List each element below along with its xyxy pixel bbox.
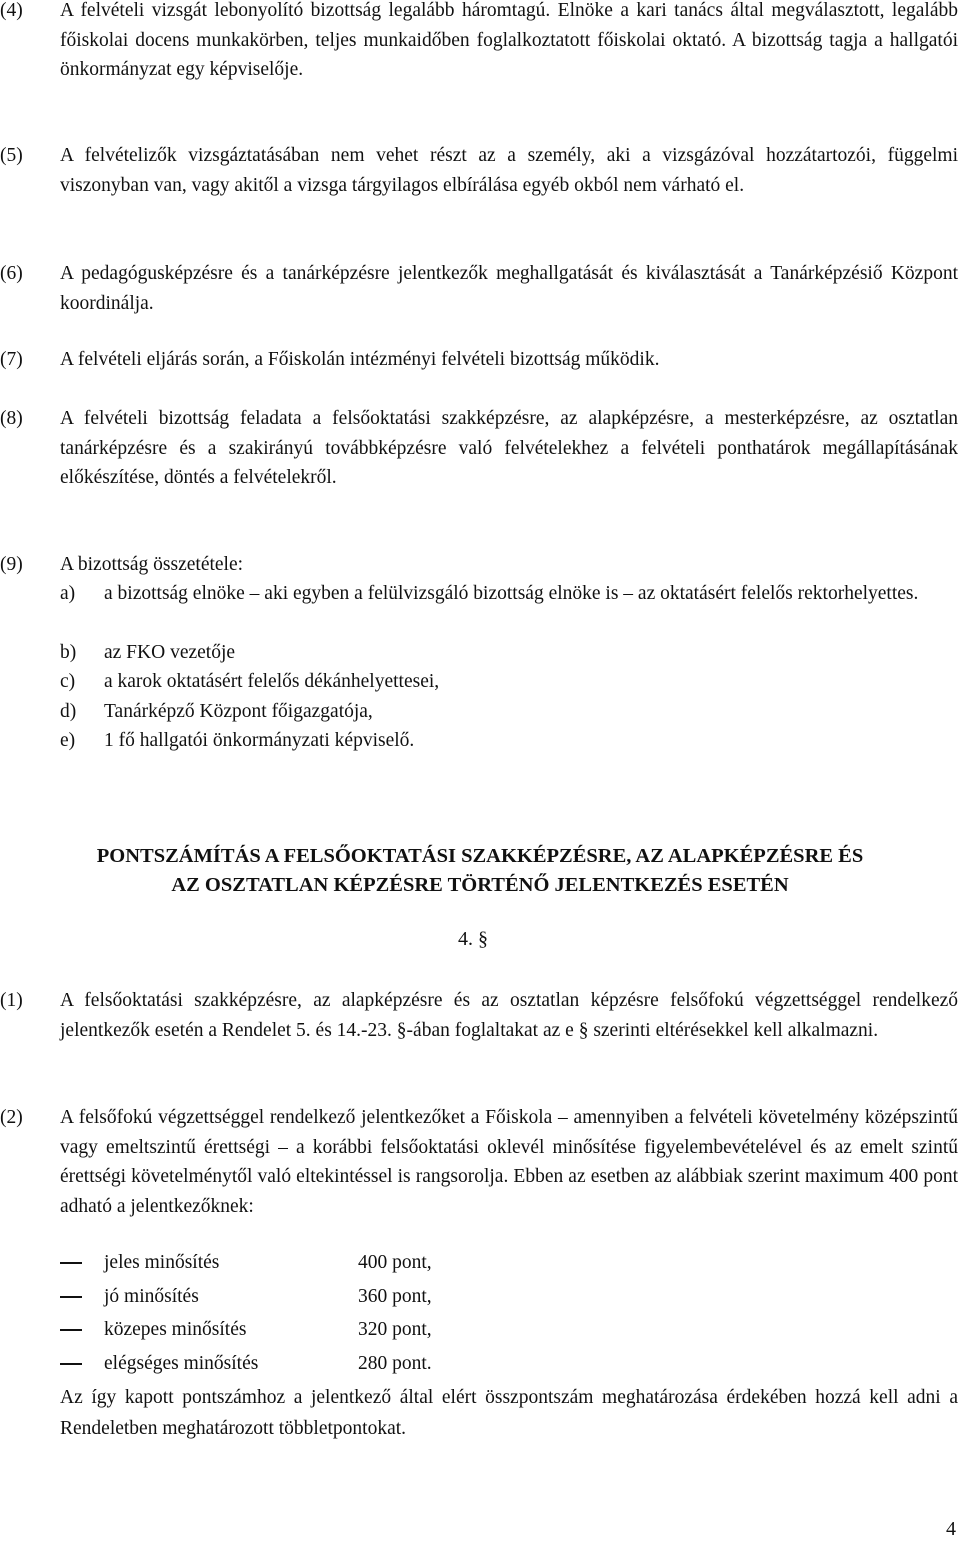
page-number: 4 bbox=[946, 1518, 956, 1540]
list-item bbox=[60, 667, 958, 697]
paragraph-text: A felvételi vizsgát lebonyolító bizottság legalább háromtagú. Elnöke a kari tanács által megválasztott, legalább főiskolai docens munkakörben, teljes munkaidőben foglalkoztatott főiskolai oktató. A bizottság tagja a hallgatói önkormányzat egy képviselője. bbox=[60, 0, 958, 81]
section-number: 4. § bbox=[458, 928, 488, 950]
list-item-label: d) bbox=[60, 701, 77, 722]
paragraph-text: A pedagógusképzésre és a tanárképzésre jelentkezők meghallgatását és kiválasztását a Tanárképzésiő Központ koordinálja. bbox=[60, 263, 958, 314]
list-item-label: e) bbox=[60, 730, 76, 751]
section-paragraph-1 bbox=[0, 986, 958, 1045]
paragraph-5 bbox=[0, 141, 958, 200]
paragraph-number: (6) bbox=[0, 263, 23, 284]
list-item bbox=[60, 697, 958, 727]
list-item-text: az FKO vezetője bbox=[104, 642, 236, 663]
paragraph-number: (2) bbox=[0, 1107, 23, 1128]
paragraph-text: A felvételi eljárás során, a Főiskolán intézményi felvételi bizottság működik. bbox=[60, 349, 660, 370]
dash-bullet bbox=[60, 1329, 82, 1331]
grade-points: 400 pont, bbox=[358, 1252, 432, 1273]
section-heading-line-1: PONTSZÁMÍTÁS A FELSŐOKTATÁSI SZAKKÉPZÉSRE, AZ ALAPKÉPZÉSRE ÉS bbox=[96, 845, 864, 867]
paragraph-number: (9) bbox=[0, 554, 23, 575]
section-heading-line-2: AZ OSZTATLAN KÉPZÉSRE TÖRTÉNŐ JELENTKEZÉS ESETÉN bbox=[171, 874, 789, 896]
paragraph-text: A felvételizők vizsgáztatásában nem vehet részt az a személy, aki a vizsgázóval hozzátartozói, függelmi viszonyban van, vagy akitől a vizsga tárgyilagos elbírálása egyéb okból nem várható el. bbox=[60, 145, 958, 196]
list-item bbox=[60, 579, 958, 609]
paragraph-text: A felsőoktatási szakképzésre, az alapképzésre és az osztatlan képzésre felsőfokú végzettséggel rendelkező jelentkezők esetén a Rendelet 5. és 14.-23. §-ában foglaltakat az e § szerinti eltérésekkel kell alkalmazni. bbox=[60, 990, 958, 1041]
paragraph-9 bbox=[0, 550, 958, 580]
dash-bullet bbox=[60, 1363, 82, 1365]
paragraph-number: (7) bbox=[0, 349, 23, 370]
list-item bbox=[60, 638, 958, 668]
list-item bbox=[60, 726, 958, 756]
grade-points: 360 pont, bbox=[358, 1286, 432, 1307]
section-paragraph-2 bbox=[0, 1103, 958, 1221]
dash-bullet bbox=[60, 1296, 82, 1298]
dash-bullet bbox=[60, 1262, 82, 1264]
paragraph-6 bbox=[0, 259, 958, 318]
list-item-text: a bizottság elnöke – aki egyben a felülvizsgáló bizottság elnöke is – az oktatásért felelős rektorhelyettes. bbox=[104, 583, 919, 604]
list-item-label: b) bbox=[60, 642, 77, 663]
list-item-text: 1 fő hallgatói önkormányzati képviselő. bbox=[104, 730, 415, 751]
grade-row bbox=[60, 1313, 560, 1346]
list-item-text: Tanárképző Központ főigazgatója, bbox=[104, 701, 373, 722]
grade-name: közepes minősítés bbox=[104, 1319, 247, 1340]
list-item-text: a karok oktatásért felelős dékánhelyettesei, bbox=[104, 671, 440, 692]
grade-name: jó minősítés bbox=[104, 1286, 199, 1307]
grade-points: 320 pont, bbox=[358, 1319, 432, 1340]
paragraph-text: Az így kapott pontszámhoz a jelentkező által elért összpontszám meghatározása érdekében hozzá kell adni a Rendeletben meghatározott többletpontokat. bbox=[60, 1387, 958, 1439]
paragraph-8 bbox=[0, 404, 958, 493]
paragraph-number: (5) bbox=[0, 145, 23, 166]
paragraph-number: (8) bbox=[0, 408, 23, 429]
paragraph-text: A felvételi bizottság feladata a felsőoktatási szakképzésre, az alapképzésre, a mesterképzésre, az osztatlan tanárképzésre és a szakirányú továbbképzésre való felvételekhez a felvételi ponthatárok megállapításának előkészítése, döntés a felvételekről. bbox=[60, 408, 958, 489]
list-item-label: a) bbox=[60, 583, 76, 604]
paragraph-7 bbox=[0, 345, 958, 375]
grade-row bbox=[60, 1246, 560, 1279]
grade-points: 280 pont. bbox=[358, 1353, 432, 1374]
paragraph-4 bbox=[0, 0, 958, 85]
list-item-label: c) bbox=[60, 671, 76, 692]
paragraph-number: (1) bbox=[0, 990, 23, 1011]
grade-name: jeles minősítés bbox=[104, 1252, 220, 1273]
grade-row bbox=[60, 1280, 560, 1313]
paragraph-text: A bizottság összetétele: bbox=[60, 554, 244, 575]
paragraph-text: A felsőfokú végzettséggel rendelkező jelentkezőket a Főiskola – amennyiben a felvételi követelmény középszintű vagy emeltszintű érettségi – a korábbi felsőoktatási oklevél minősítése figyelembevételével és az emelt szintű érettségi követelménytől való eltekintéssel is rangsorolja. Ebben az esetben az alábbiak szerint maximum 400 pont adható a jelentkezőknek: bbox=[60, 1107, 958, 1217]
closing-paragraph bbox=[0, 1382, 958, 1444]
grade-name: elégséges minősítés bbox=[104, 1353, 259, 1374]
paragraph-number: (4) bbox=[0, 0, 23, 21]
grade-row bbox=[60, 1347, 560, 1380]
